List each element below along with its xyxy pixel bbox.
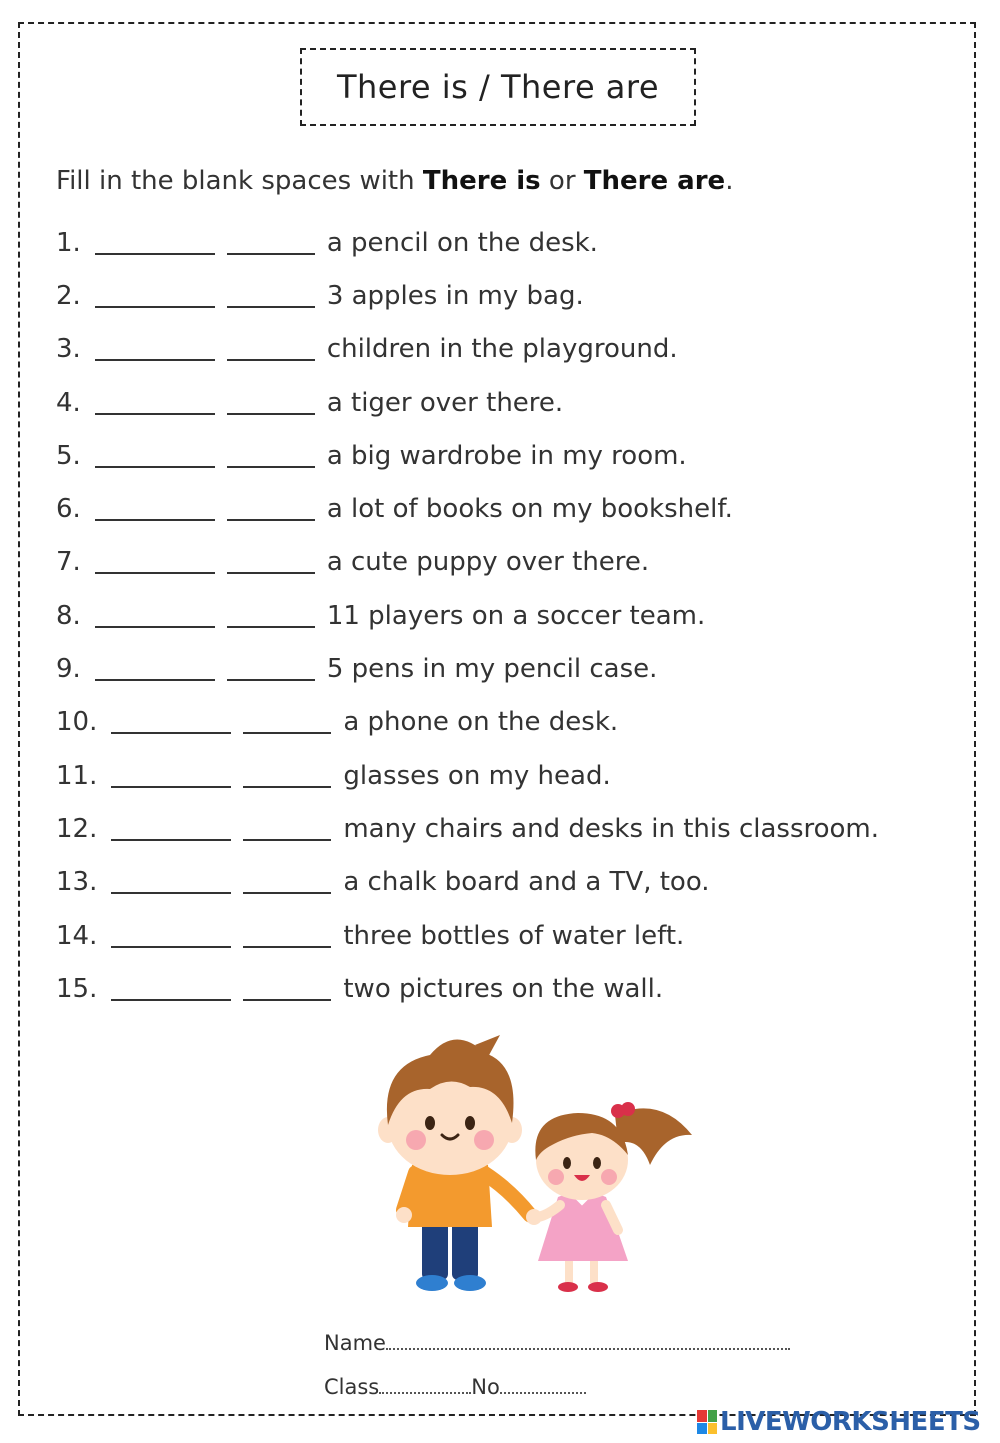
question-number: 13. xyxy=(56,867,98,898)
option-there-is: There is xyxy=(422,166,541,196)
answer-blank-2[interactable] xyxy=(243,870,331,894)
answer-blank-2[interactable] xyxy=(243,977,331,1001)
answer-blank-1[interactable] xyxy=(111,710,231,734)
question-text: a big wardrobe in my room. xyxy=(326,440,687,471)
children-illustration xyxy=(360,1025,700,1300)
answer-blank-2[interactable] xyxy=(227,391,315,415)
answer-blank-2[interactable] xyxy=(243,924,331,948)
question-number: 5. xyxy=(56,440,81,471)
question-text: three bottles of water left. xyxy=(343,920,685,951)
answer-blank-2[interactable] xyxy=(243,764,331,788)
name-input[interactable] xyxy=(386,1330,790,1350)
answer-blank-2[interactable] xyxy=(227,604,315,628)
instruction-prefix: Fill in the blank spaces with xyxy=(56,166,423,196)
question-text: a cute puppy over there. xyxy=(326,547,650,578)
question-text: many chairs and desks in this classroom. xyxy=(343,813,880,844)
question-item xyxy=(56,216,879,269)
question-text: 3 apples in my bag. xyxy=(326,280,584,311)
liveworksheets-logo xyxy=(697,1407,981,1437)
name-line xyxy=(324,1330,790,1355)
title-text: There is / There are xyxy=(336,68,660,106)
class-line xyxy=(324,1374,586,1399)
logo-icon xyxy=(697,1410,717,1434)
answer-blank-1[interactable] xyxy=(95,284,215,308)
answer-blank-1[interactable] xyxy=(111,870,231,894)
question-text: children in the playground. xyxy=(326,334,678,365)
answer-blank-2[interactable] xyxy=(227,657,315,681)
class-input[interactable] xyxy=(379,1374,471,1394)
question-text: 5 pens in my pencil case. xyxy=(326,654,658,685)
answer-blank-1[interactable] xyxy=(95,657,215,681)
question-number: 6. xyxy=(56,494,81,525)
question-text: a lot of books on my bookshelf. xyxy=(326,494,733,525)
question-number: 8. xyxy=(56,600,81,631)
answer-blank-2[interactable] xyxy=(227,231,315,255)
answer-blank-2[interactable] xyxy=(227,497,315,521)
question-number: 10. xyxy=(56,707,98,738)
question-item xyxy=(56,269,879,322)
question-item xyxy=(56,589,879,642)
question-number: 12. xyxy=(56,813,98,844)
answer-blank-1[interactable] xyxy=(95,231,215,255)
instruction-suffix: . xyxy=(725,166,734,196)
question-number: 15. xyxy=(56,973,98,1004)
option-there-are: There are xyxy=(583,166,726,196)
class-label: Class xyxy=(324,1375,380,1399)
answer-blank-1[interactable] xyxy=(95,497,215,521)
answer-blank-1[interactable] xyxy=(95,550,215,574)
question-list xyxy=(56,216,879,1015)
answer-blank-1[interactable] xyxy=(111,924,231,948)
question-item xyxy=(56,642,879,695)
question-item xyxy=(56,429,879,482)
question-item xyxy=(56,536,879,589)
answer-blank-2[interactable] xyxy=(227,337,315,361)
question-number: 7. xyxy=(56,547,81,578)
answer-blank-1[interactable] xyxy=(111,817,231,841)
question-number: 9. xyxy=(56,654,81,685)
answer-blank-2[interactable] xyxy=(243,710,331,734)
question-item xyxy=(56,909,879,962)
question-item xyxy=(56,749,879,802)
question-text: glasses on my head. xyxy=(343,760,611,791)
question-text: 11 players on a soccer team. xyxy=(326,600,706,631)
question-number: 11. xyxy=(56,760,98,791)
question-number: 1. xyxy=(56,227,81,258)
question-item xyxy=(56,802,879,855)
question-item xyxy=(56,696,879,749)
answer-blank-1[interactable] xyxy=(111,977,231,1001)
answer-blank-2[interactable] xyxy=(227,550,315,574)
boy-figure xyxy=(378,1035,542,1291)
question-text: a tiger over there. xyxy=(326,387,564,418)
question-item xyxy=(56,856,879,909)
answer-blank-2[interactable] xyxy=(227,284,315,308)
answer-blank-2[interactable] xyxy=(227,444,315,468)
question-text: two pictures on the wall. xyxy=(343,973,664,1004)
question-item xyxy=(56,482,879,535)
question-text: a phone on the desk. xyxy=(343,707,619,738)
answer-blank-1[interactable] xyxy=(111,764,231,788)
answer-blank-1[interactable] xyxy=(95,604,215,628)
question-number: 4. xyxy=(56,387,81,418)
worksheet-title xyxy=(300,48,696,126)
name-label: Name xyxy=(324,1331,386,1355)
instruction-middle: or xyxy=(540,166,584,196)
logo-text: LIVEWORKSHEETS xyxy=(720,1407,981,1437)
question-number: 2. xyxy=(56,280,81,311)
answer-blank-1[interactable] xyxy=(95,391,215,415)
no-label: No xyxy=(471,1375,500,1399)
question-item xyxy=(56,323,879,376)
question-number: 3. xyxy=(56,334,81,365)
girl-figure xyxy=(535,1102,692,1292)
question-item xyxy=(56,962,879,1015)
question-text: a chalk board and a TV, too. xyxy=(343,867,710,898)
instruction xyxy=(56,166,733,196)
answer-blank-1[interactable] xyxy=(95,444,215,468)
question-item xyxy=(56,376,879,429)
no-input[interactable] xyxy=(500,1374,586,1394)
answer-blank-2[interactable] xyxy=(243,817,331,841)
answer-blank-1[interactable] xyxy=(95,337,215,361)
question-number: 14. xyxy=(56,920,98,951)
question-text: a pencil on the desk. xyxy=(326,227,598,258)
